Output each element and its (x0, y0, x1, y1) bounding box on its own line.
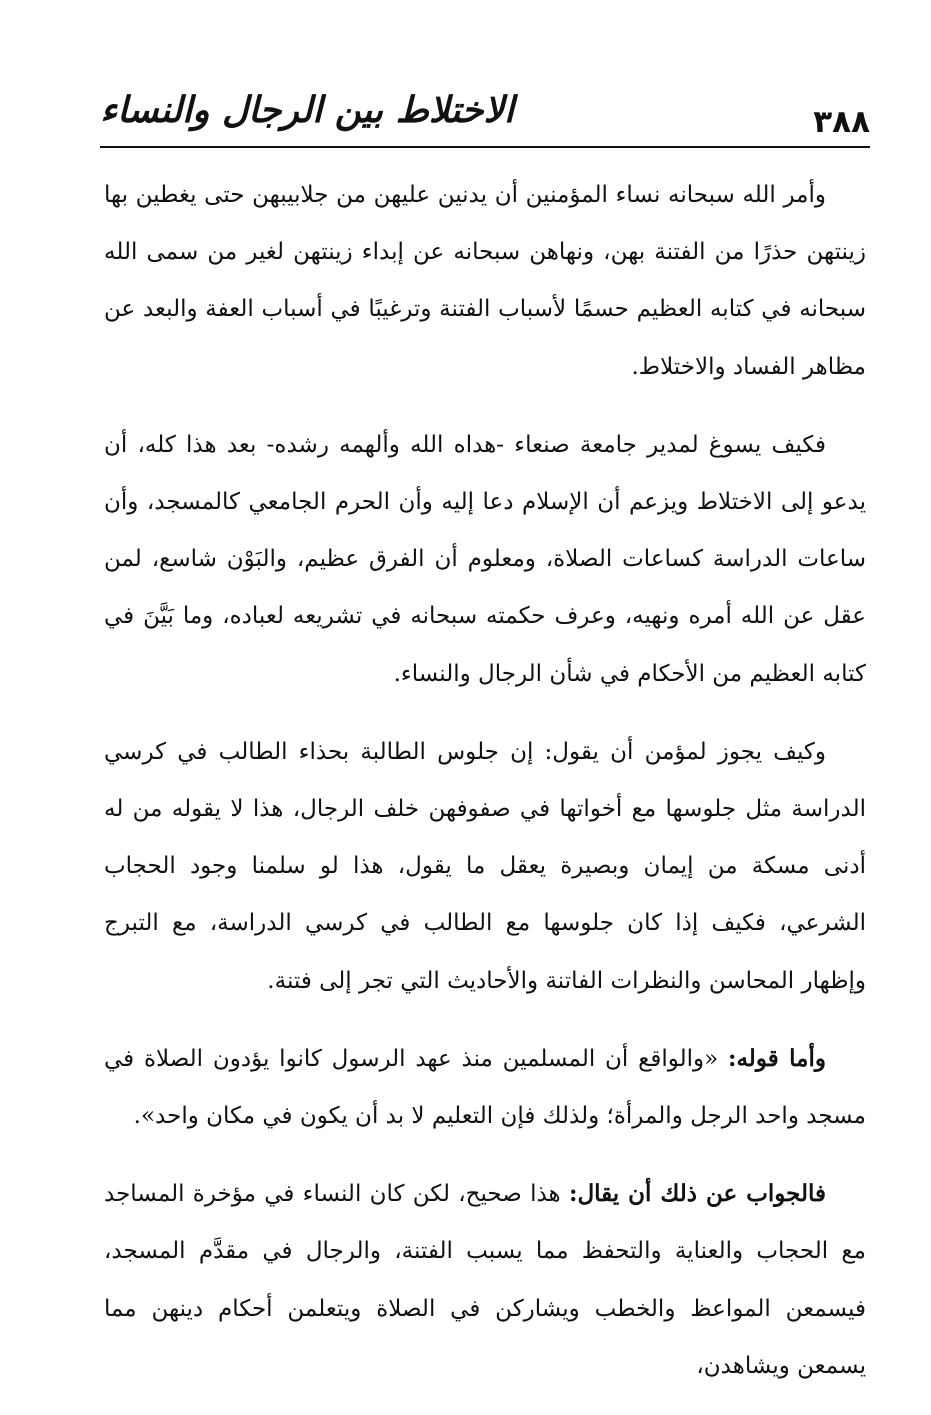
page-body (104, 166, 866, 1415)
header-divider (100, 146, 870, 148)
paragraph-text: هذا صحيح، لكن كان النساء في مؤخرة المساجد مع الحجاب والعناية والتحفظ مما يسبب الفتنة، والرجال في مقدَّم المسجد، فيسمعن المواعظ والخطب ويشاركن في الصلاة ويتعلمن أحكام دينهن مما يسمعن ويشاهدن، (104, 1181, 866, 1379)
page-header (100, 82, 870, 148)
paragraph (104, 416, 866, 703)
paragraph-text: وكيف يجوز لمؤمن أن يقول: إن جلوس الطالبة بحذاء الطالب في كرسي الدراسة مثل جلوسها مع أخواتها في صفوفهن خلف الرجال، هذا لا يقوله من له أدنى مسكة من إيمان وبصيرة يعقل ما يقول، هذا لو سلمنا وجود الحجاب الشرعي، فكيف إذا كان جلوسها مع الطالب في كرسي الدراسة، مع التبرج وإظهار المحاسن والنظرات الفاتنة والأحاديث التي تجر إلى فتنة. (104, 738, 866, 994)
paragraph (104, 723, 866, 1010)
running-title: الاختلاط بين الرجال والنساء (100, 89, 514, 131)
paragraph-text: فكيف يسوغ لمدير جامعة صنعاء -هداه الله وألهمه رشده- بعد هذا كله، أن يدعو إلى الاختلاط ويزعم أن الإسلام دعا إليه وأن الحرم الجامعي كالمسجد، وأن ساعات الدراسة كساعات الصلاة، ومعلوم أن الفرق عظيم، والبَوْن شاسع، لمن عقل عن الله أمره ونهيه، وعرف حكمته سبحانه في تشريعه لعباده، وما بَيَّنَ في كتابه العظيم من الأحكام في شأن الرجال والنساء. (104, 431, 866, 687)
paragraph-text: «والواقع أن المسلمين منذ عهد الرسول كانوا يؤدون الصلاة في مسجد واحد الرجل والمرأة؛ ولذلك فإن التعليم لا بد أن يكون في مكان واحد». (104, 1045, 866, 1130)
paragraph (104, 166, 866, 396)
paragraph (104, 1165, 866, 1395)
paragraph-lead: فالجواب عن ذلك أن يقال: (568, 1180, 827, 1208)
paragraph-text: وأمر الله سبحانه نساء المؤمنين أن يدنين عليهن من جلابيبهن حتى يغطين بها زينتهن حذرًا من الفتنة بهن، ونهاهن سبحانه عن إبداء زينتهن لغير من سمى الله سبحانه في كتابه العظيم حسمًا لأسباب الفتنة وترغيبًا في أسباب العفة والبعد عن مظاهر الفساد والاختلاط. (104, 182, 866, 380)
paragraph (104, 1030, 866, 1145)
page-number: ٣٨٨ (813, 104, 870, 140)
paragraph-lead: وأما قوله: (727, 1044, 827, 1072)
